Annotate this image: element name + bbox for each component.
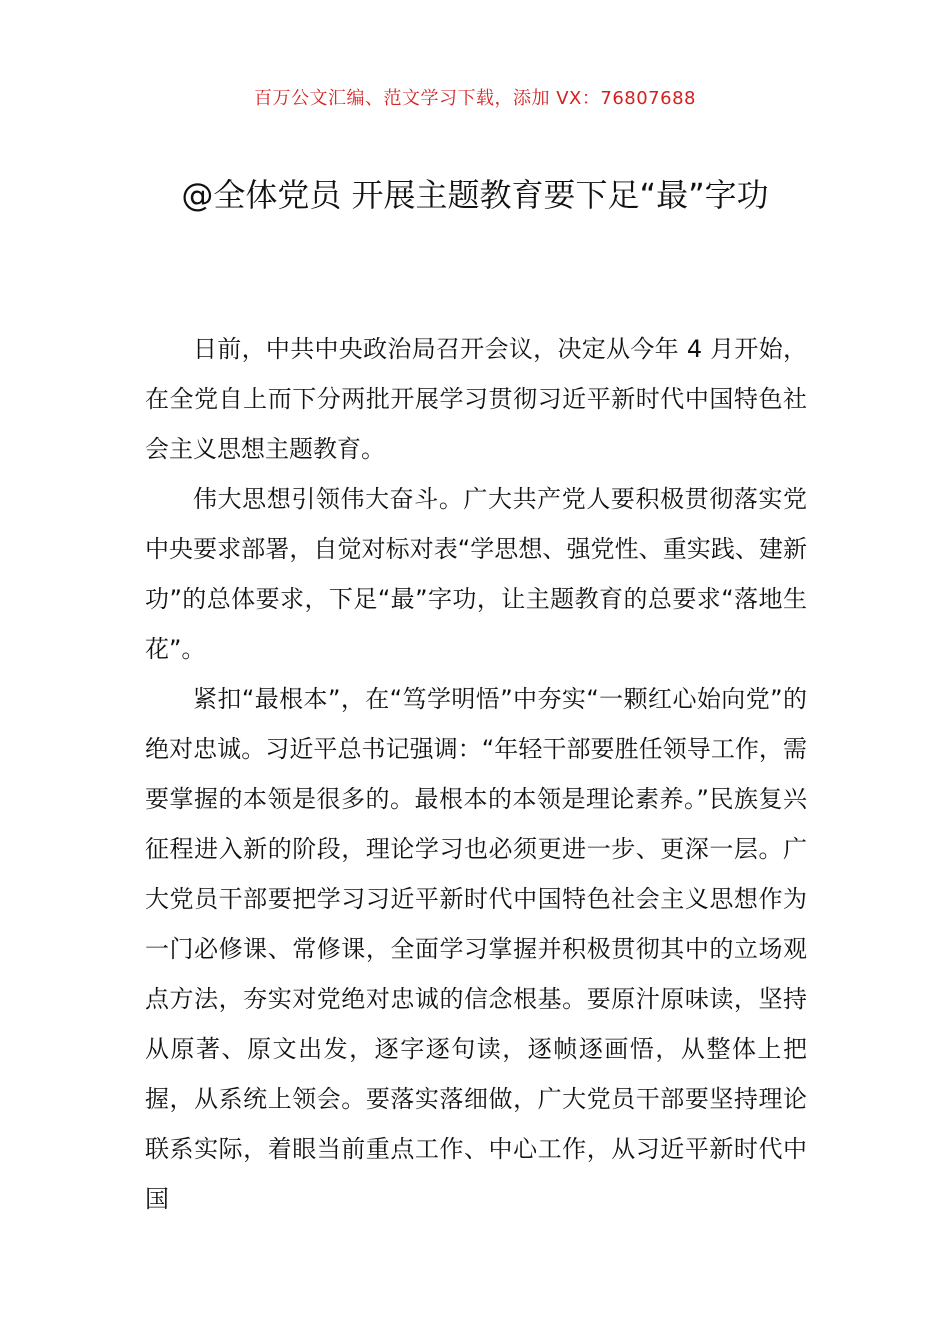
header-watermark-note: 百万公文汇编、范文学习下载，添加 VX：76807688 — [254, 88, 696, 109]
paragraph-intro: 日前，中共中央政治局召开会议，决定从今年 4 月开始，在全党自上而下分两批开展学习贯彻习近平新时代中国特色社会主义思想主题教育。 — [145, 335, 807, 463]
document-title: @全体党员 开展主题教育要下足“最”字功 — [181, 176, 769, 214]
paragraph-overview: 伟大思想引领伟大奋斗。广大共产党人要积极贯彻落实党中央要求部署，自觉对标对表“学思想、强党性、重实践、建新功”的总体要求，下足“最”字功，让主题教育的总要求“落地生花”。 — [145, 485, 807, 663]
paragraph-most-fundamental: 紧扣“最根本”，在“笃学明悟”中夯实“一颗红心始向党”的绝对忠诚。习近平总书记强调：“年轻干部要胜任领导工作，需要掌握的本领是很多的。最根本的本领是理论素养。”民族复兴征程进入新的阶段，理论学习也必须更进一步、更深一层。广大党员干部要把学习习近平新时代中国特色社会主义思想作为一门必修课、常修课，全面学习掌握并积极贯彻其中的立场观点方法，夯实对党绝对忠诚的信念根基。要原汁原味读，坚持从原著、原文出发，逐字逐句读，逐帧逐画悟，从整体上把握，从系统上领会。要落实落细做，广大党员干部要坚持理论联系实际，着眼当前重点工作、中心工作，从习近平新时代中国 — [145, 685, 807, 1213]
document-body — [145, 324, 807, 1224]
